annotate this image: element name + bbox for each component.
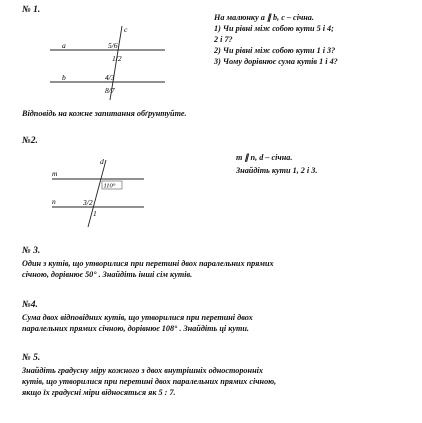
angles-top: 5/6: [108, 41, 118, 50]
task5-number: № 5.: [22, 353, 41, 363]
task1-figure: [50, 18, 165, 100]
label-c: c: [124, 25, 128, 34]
given-angle: 110°: [103, 182, 116, 190]
label-n: n: [52, 197, 56, 206]
task2-number: №2.: [22, 136, 38, 146]
angles-3-2: 3/2: [83, 198, 93, 207]
task1-number: № 1.: [22, 5, 41, 15]
task4-line2: паралельних прямих січною, дорівнює 108° . Знайдіть ці кути.: [22, 324, 249, 333]
label-m: m: [52, 169, 58, 178]
task1-condition: На малюнку a ∥ b, c – січна.: [214, 13, 314, 22]
label-d: d: [100, 157, 104, 166]
task5-line2: кутів, що утворилися при перетині двох паралельних прямих січною,: [22, 377, 277, 386]
label-a: a: [62, 41, 66, 50]
task5-line3: якщо їх градусні міри відносяться як 5 : 7.: [22, 388, 176, 397]
task1-q1a: 1) Чи рівні між собою кути 5 і 4;: [214, 24, 334, 33]
task3-line1: Один з кутів, що утворилися при перетині двох паралельних прямих: [22, 259, 274, 268]
label-b: b: [62, 73, 66, 82]
task1-q1b: 2 і 7?: [214, 35, 233, 44]
angles-bottom: 8/7: [105, 86, 115, 95]
task3-number: № 3.: [22, 246, 41, 256]
task2-question: Знайдіть кути 1, 2 і 3.: [236, 166, 318, 175]
task1-q2: 2) Чи рівні між собою кути 1 і 3?: [214, 46, 336, 55]
task5-line1: Знайдіть градусну міру кожного з двох внутрішніх односторонніх: [22, 366, 263, 375]
task3-line2: січною, дорівнює 50° . Знайдіть інші сім кутів.: [22, 270, 193, 279]
task4-line1: Сума двох відповідних кутів, що утворилися при перетині двох: [22, 313, 253, 322]
task1-q3: 3) Чому дорівнює сума кутів 1 і 4?: [214, 57, 338, 66]
angles-low: 4/3: [105, 73, 115, 82]
angle-1: 1: [93, 209, 97, 218]
task1-note: Відповідь на кожне запитання обґрунтуйте.: [22, 109, 187, 118]
task2-condition: m ∥ n, d – січна.: [236, 153, 293, 162]
task2-figure: [48, 152, 148, 230]
angles-mid: 1/2: [112, 54, 122, 63]
task4-number: №4.: [22, 300, 38, 310]
